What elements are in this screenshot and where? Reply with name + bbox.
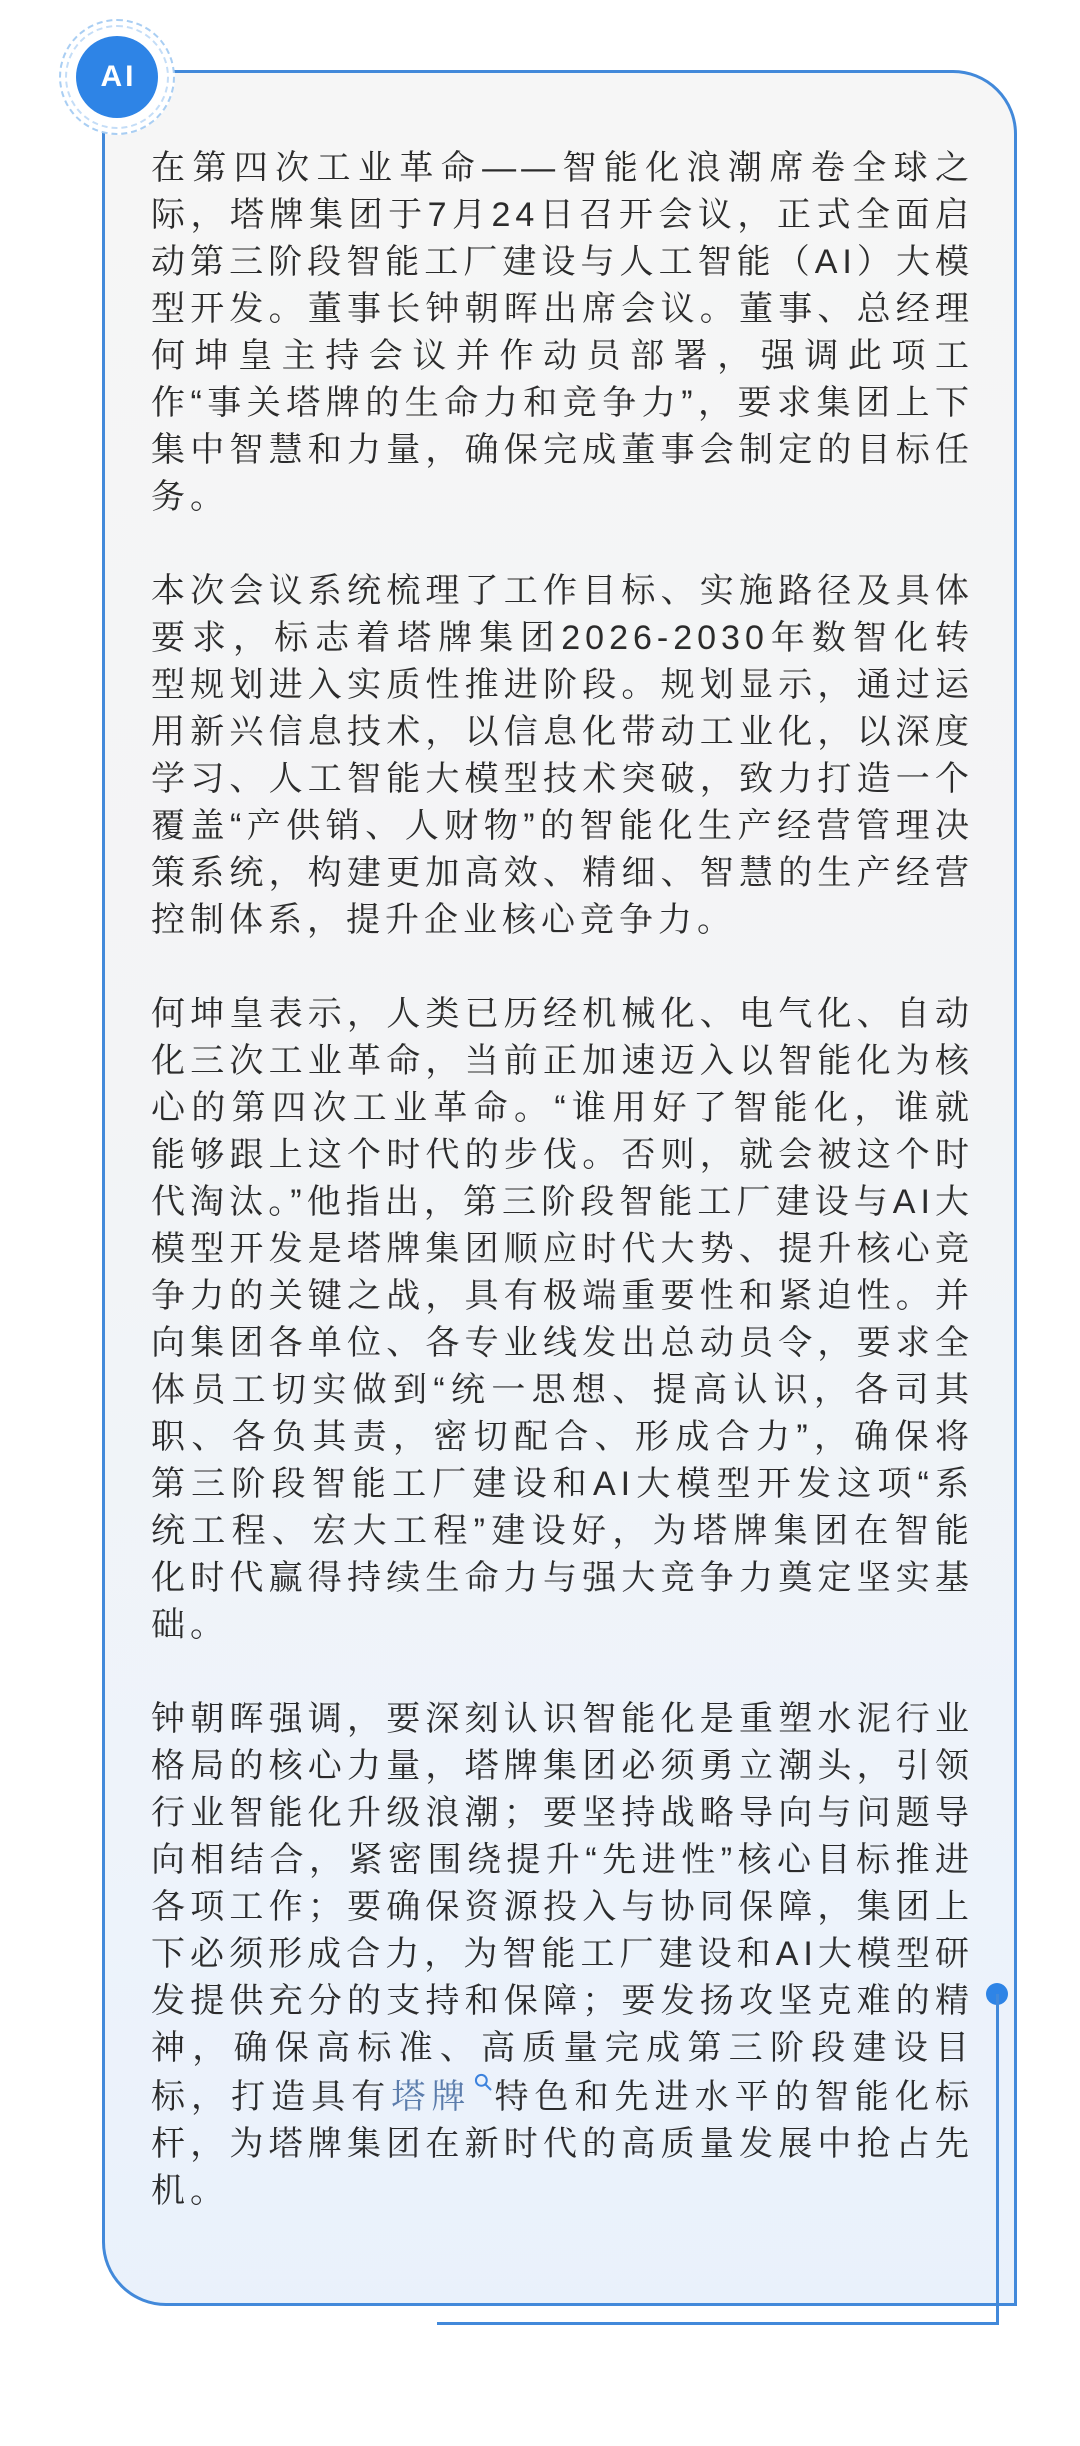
ai-message-bubble bbox=[102, 70, 1017, 2306]
decorative-vertical-line bbox=[996, 1994, 999, 2325]
paragraph-4 bbox=[151, 1696, 974, 2215]
paragraph-4-text-before-link: 钟朝晖强调，要深刻认识智能化是重塑水泥行业格局的核心力量，塔牌集团必须勇立潮头，引领行业智能化升级浪潮；要坚持战略导向与问题导向相结合，紧密围绕提升“先进性”核心目标推进各项工作；要确保资源投入与协同保障，集团上下必须形成合力，为智能工厂建设和AI大模型研发提供充分的支持和保障；要发扬攻坚克难的精神，确保高标准、高质量完成第三阶段建设目标，打造具有 bbox=[151, 1700, 974, 2116]
entity-link-label: 塔牌 bbox=[391, 2078, 472, 2116]
paragraph-2: 本次会议系统梳理了工作目标、实施路径及具体要求，标志着塔牌集团2026-2030年数智化转型规划进入实质性推进阶段。规划显示，通过运用新兴信息技术，以信息化带动工业化，以深度学习、人工智能大模型技术突破，致力打造一个覆盖“产供销、人财物”的智能化生产经营管理决策系统，构建更加高效、精细、智慧的生产经营控制体系，提升企业核心竞争力。 bbox=[151, 572, 974, 939]
ai-avatar-ring bbox=[59, 19, 175, 135]
decorative-underline bbox=[437, 2322, 999, 2325]
paragraph-4-text-after-link: 特色和先进水平的智能化标杆，为塔牌集团在新时代的高质量发展中抢占先机。 bbox=[151, 2078, 975, 2210]
paragraph-3: 何坤皇表示，人类已历经机械化、电气化、自动化三次工业革命，当前正加速迈入以智能化为核心的第四次工业革命。“谁用好了智能化，谁就能够跟上这个时代的步伐。否则，就会被这个时代淘汰。”他指出，第三阶段智能工厂建设与AI大模型开发是塔牌集团顺应时代大势、提升核心竞争力的关键之战，具有极端重要性和紧迫性。并向集团各单位、各专业线发出总动员令，要求全体员工切实做到“统一思想、提高认识，各司其职、各负其责，密切配合、形成合力”，确保将第三阶段智能工厂建设和AI大模型开发这项“系统工程、宏大工程”建设好，为塔牌集团在智能化时代赢得持续生命力与强大竞争力奠定坚实基础。 bbox=[151, 995, 974, 1644]
ai-message-text bbox=[105, 73, 1014, 2215]
entity-link-tapai[interactable] bbox=[391, 2078, 493, 2116]
ai-avatar: AI bbox=[76, 36, 158, 118]
paragraph-1: 在第四次工业革命——智能化浪潮席卷全球之际，塔牌集团于7月24日召开会议，正式全面启动第三阶段智能工厂建设与人工智能（AI）大模型开发。董事长钟朝晖出席会议。董事、总经理何坤皇主持会议并作动员部署，强调此项工作“事关塔牌的生命力和竞争力”，要求集团上下集中智慧和力量，确保完成董事会制定的目标任务。 bbox=[151, 149, 974, 516]
search-icon bbox=[473, 2072, 493, 2092]
